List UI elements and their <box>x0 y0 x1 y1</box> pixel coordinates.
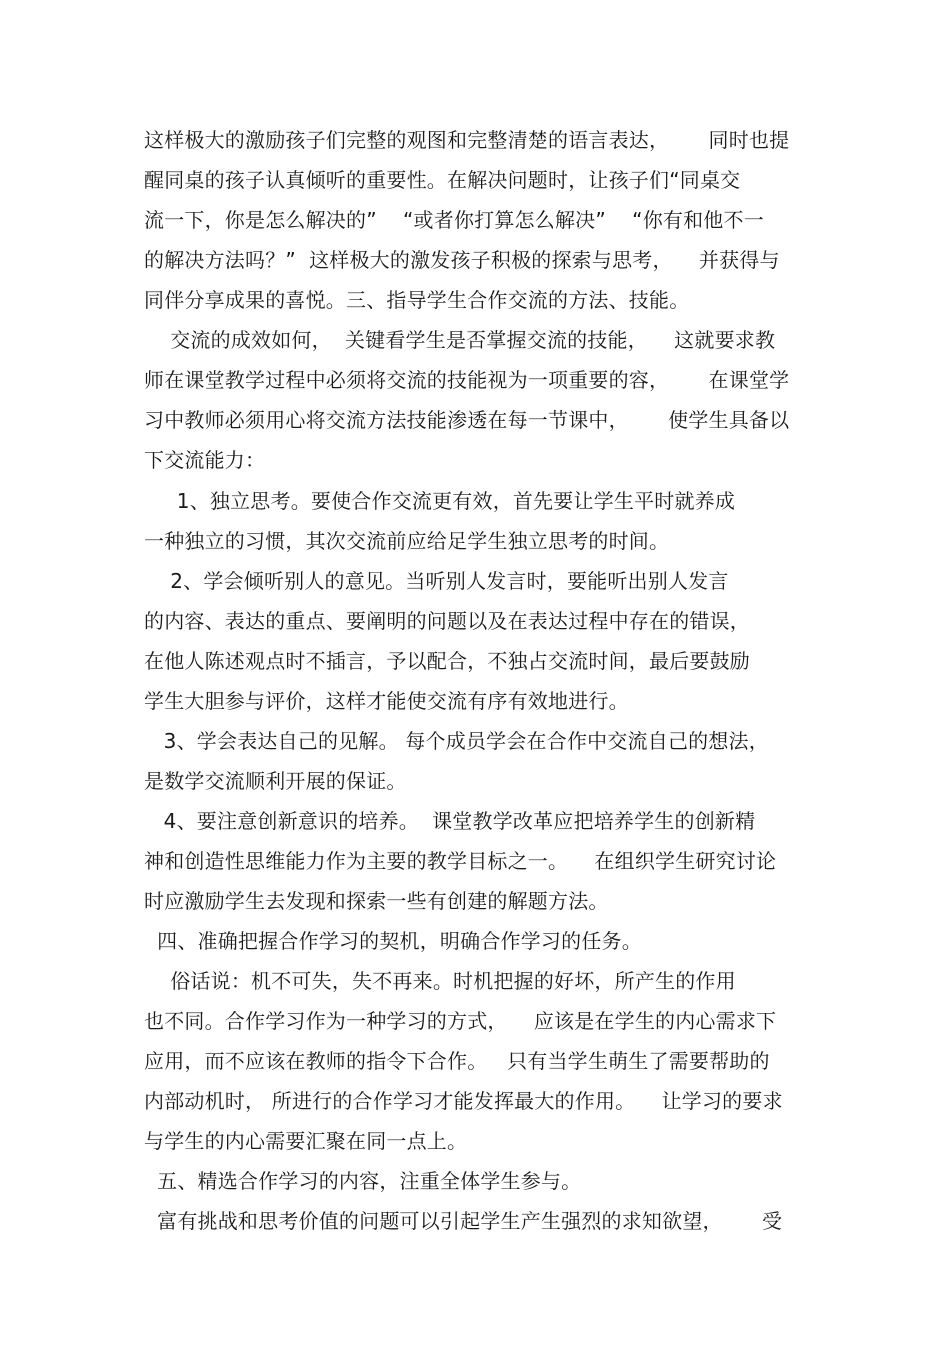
text-line: 神和创造性思维能力作为主要的教学目标之一。 在组织学生研究讨论 <box>144 849 777 873</box>
text-line: 是数学交流顺利开展的保证。 <box>144 769 407 793</box>
text-line: 醒同桌的孩子认真倾听的重要性。在解决问题时，让孩子们“同桌交 <box>144 168 741 192</box>
text-line: 1、独立思考。要使合作交流更有效，首先要让学生平时就养成 <box>144 489 736 513</box>
text-line: 师在课堂教学过程中必须将交流的技能视为一项重要的容， 在课堂学 <box>144 368 790 392</box>
text-line: 应用，而不应该在教师的指令下合作。 只有当学生萌生了需要帮助的 <box>144 1049 770 1073</box>
text-line: 的解决方法吗？” 这样极大的激发孩子积极的探索与思考， 并获得与 <box>144 248 780 272</box>
text-line: 四、准确把握合作学习的契机，明确合作学习的任务。 <box>144 929 642 953</box>
text-line: 2、学会倾听别人的意见。当听别人发言时，要能听出别人发言 <box>144 569 729 593</box>
text-line: 一种独立的习惯，其次交流前应给足学生独立思考的时间。 <box>144 529 670 553</box>
text-line: 俗话说：机不可失，失不再来。时机把握的好坏，所产生的作用 <box>144 969 736 993</box>
text-line: 五、精选合作学习的内容，注重全体学生参与。 <box>144 1169 582 1193</box>
text-line: 与学生的内心需要汇聚在同一点上。 <box>144 1129 468 1153</box>
text-line: 这样极大的激励孩子们完整的观图和完整清楚的语言表达， 同时也提 <box>144 128 790 152</box>
text-line: 也不同。合作学习作为一种学习的方式， 应该是在学生的内心需求下 <box>144 1009 777 1033</box>
text-line: 富有挑战和思考价值的问题可以引起学生产生强烈的求知欲望， 受 <box>144 1209 783 1233</box>
text-line: 内部动机时， 所进行的合作学习才能发挥最大的作用。 让学习的要求 <box>144 1089 783 1113</box>
text-line: 流一下，你是怎么解决的” “或者你打算怎么解决” “你有和他不一 <box>144 208 764 232</box>
text-line: 同伴分享成果的喜悦。三、指导学生合作交流的方法、技能。 <box>144 288 690 312</box>
text-line: 3、学会表达自己的见解。 每个成员学会在合作中交流自己的想法， <box>144 729 769 753</box>
text-line: 时应激励学生去发现和探索一些有创建的解题方法。 <box>144 889 609 913</box>
text-line: 习中教师必须用心将交流方法技能渗透在每一节课中， 使学生具备以 <box>144 408 790 432</box>
text-line: 4、要注意创新意识的培养。 课堂教学改革应把培养学生的创新精 <box>144 809 756 833</box>
text-line: 学生大胆参与评价，这样才能使交流有序有效地进行。 <box>144 689 629 713</box>
text-line: 交流的成效如何， 关键看学生是否掌握交流的技能， 这就要求教 <box>144 328 776 352</box>
text-line: 在他人陈述观点时不插言，予以配合，不独占交流时间，最后要鼓励 <box>144 649 750 673</box>
text-line: 的内容、表达的重点、要阐明的问题以及在表达过程中存在的错误， <box>144 609 750 633</box>
text-line: 下交流能力： <box>144 448 266 472</box>
